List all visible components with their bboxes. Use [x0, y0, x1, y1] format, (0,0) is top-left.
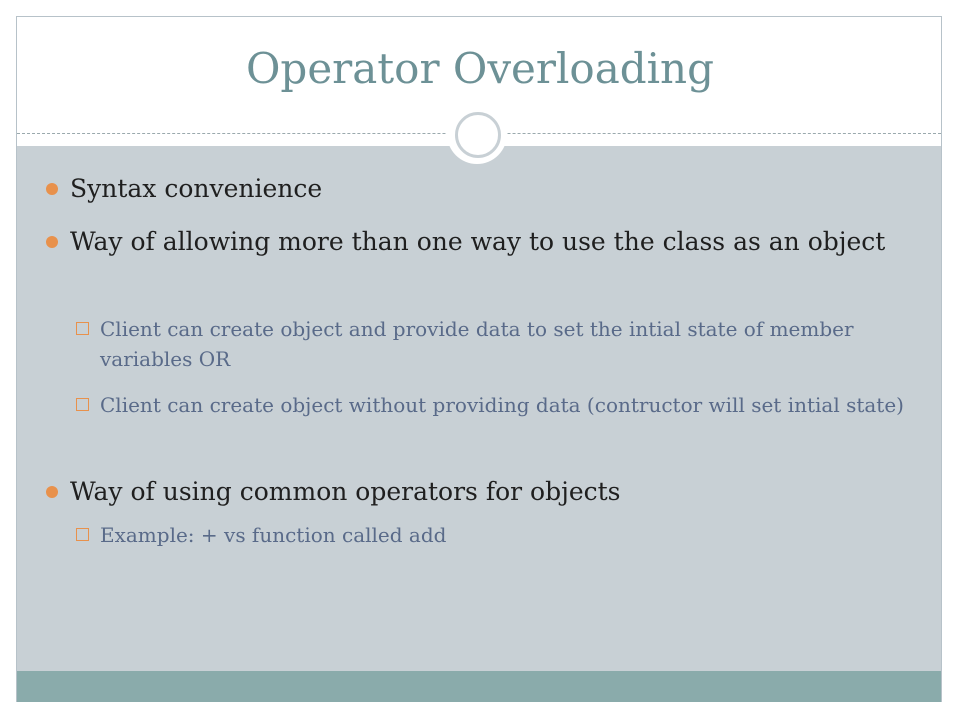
bullet-item: Syntax convenience: [70, 174, 323, 203]
sub-bullet-item: Example: + vs function called add: [100, 523, 447, 547]
bullet-item: Way of allowing more than one way to use the class as an object: [70, 227, 886, 256]
bullet-item: Way of using common operators for objects: [70, 477, 621, 506]
slide-title: Operator Overloading: [246, 44, 714, 93]
sub-bullet-square-icon: [76, 322, 89, 335]
sub-bullet-item: Client can create object and provide data to set the intial state of member variables OR: [100, 317, 854, 371]
sub-bullet-square-icon: [76, 528, 89, 541]
bullet-dot-icon: [46, 236, 58, 248]
footer-band: [17, 671, 941, 702]
divider-ring-icon: [455, 112, 501, 158]
sub-bullet-square-icon: [76, 398, 89, 411]
bullet-dot-icon: [46, 183, 58, 195]
sub-bullet-item: Client can create object without providing data (contructor will set intial state): [100, 393, 904, 417]
bullet-dot-icon: [46, 486, 58, 498]
